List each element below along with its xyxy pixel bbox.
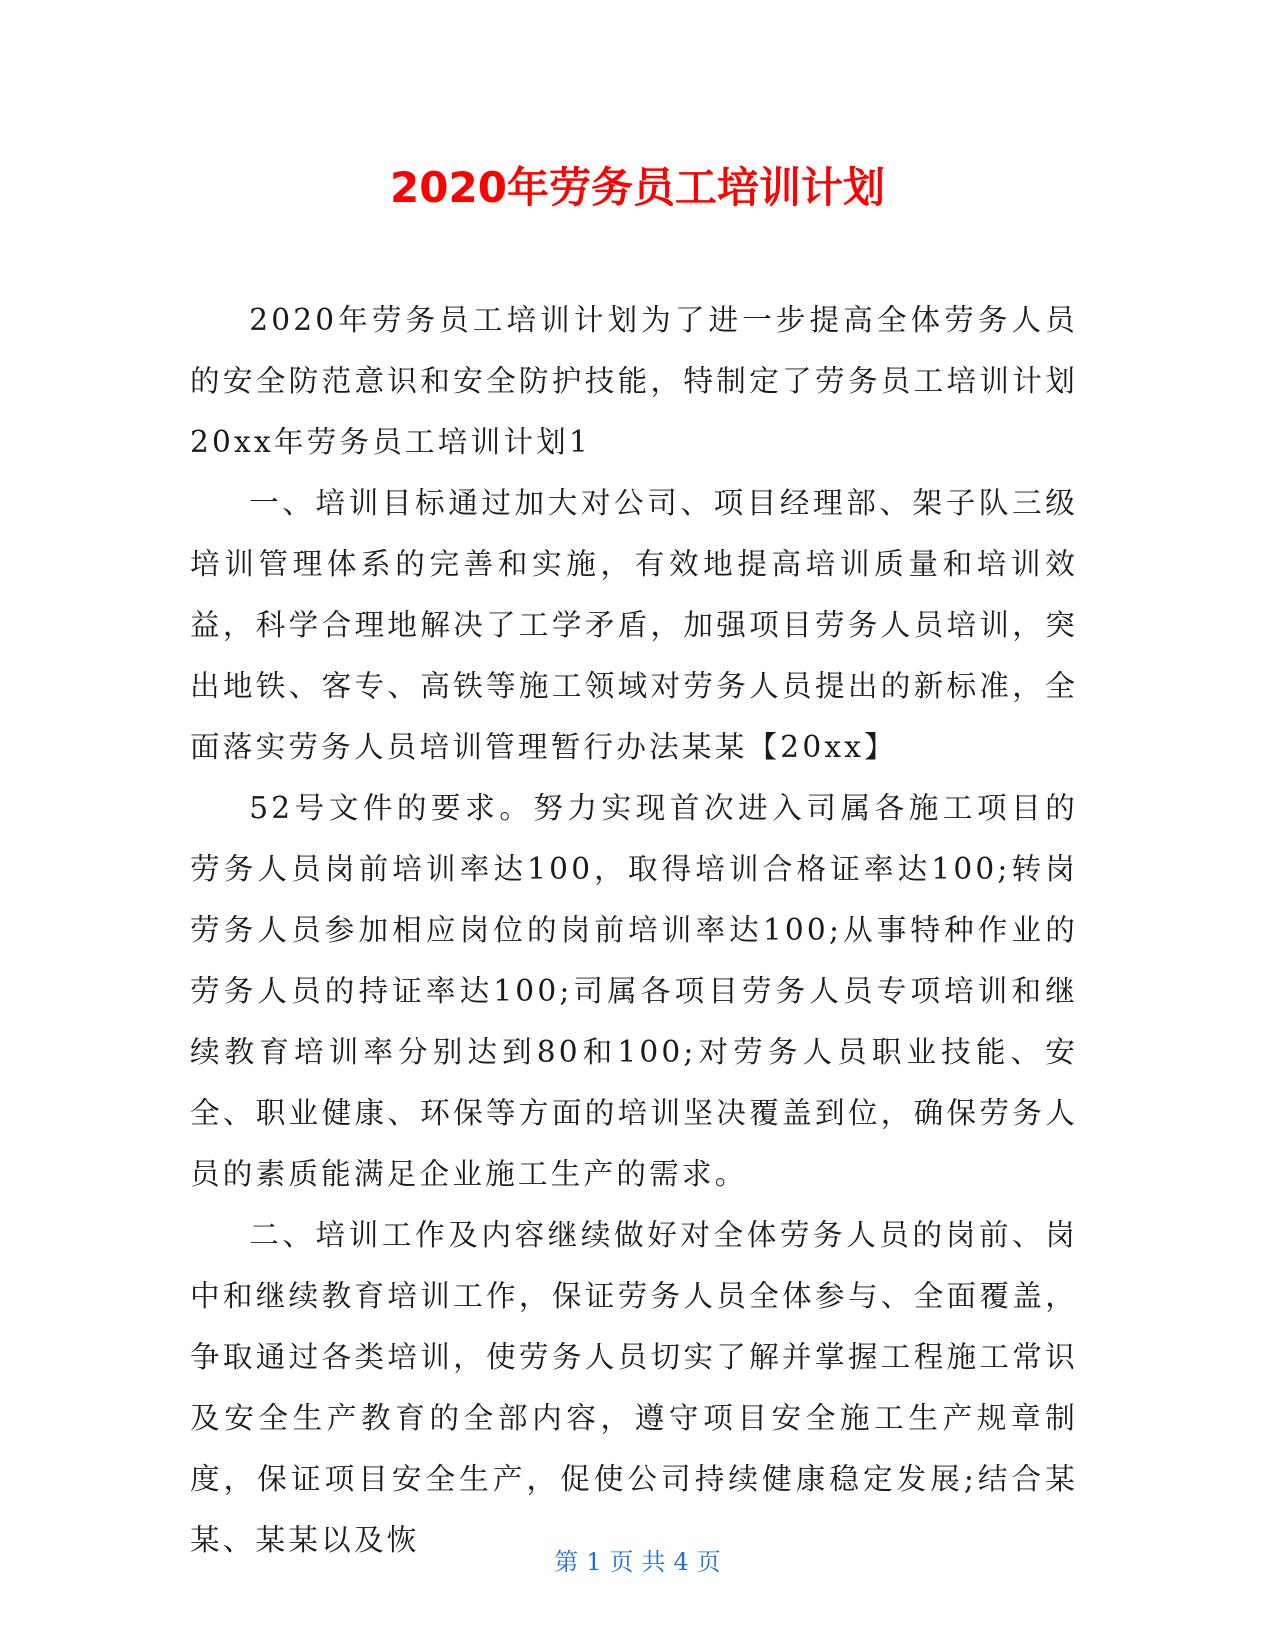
document-title: 2020年劳务员工培训计划 bbox=[390, 163, 885, 212]
page-current-number: 1 bbox=[586, 1548, 602, 1576]
page-label-prefix: 第 bbox=[554, 1548, 579, 1576]
page-label-mid: 页 bbox=[609, 1548, 634, 1576]
paragraph-intro: 2020年劳务员工培训计划为了进一步提高全体劳务人员的安全防范意识和安全防护技能，特制定了劳务员工培训计划20xx年劳务员工培训计划1 bbox=[190, 303, 1078, 459]
page-total-number: 4 bbox=[673, 1548, 689, 1576]
paragraph-training-content: 二、培训工作及内容继续做好对全体劳务人员的岗前、岗中和继续教育培训工作，保证劳务人员全体参与、全面覆盖，争取通过各类培训，使劳务人员切实了解并掌握工程施工常识及安全生产教育的全部内容，遵守项目安全施工生产规章制度，保证项目安全生产，促使公司持续健康稳定发展;结合某某、某某以及恢 bbox=[190, 1218, 1078, 1557]
paragraph-requirements: 52号文件的要求。努力实现首次进入司属各施工项目的劳务人员岗前培训率达100，取得培训合格证率达100;转岗劳务人员参加相应岗位的岗前培训率达100;从事特种作业的劳务人员的持证率达100;司属各项目劳务人员专项培训和继续教育培训率分别达到80和100;对劳务人员职业技能、安全、职业健康、环保等方面的培训坚决覆盖到位，确保劳务人员的素质能满足企业施工生产的需求。 bbox=[190, 791, 1078, 1191]
paragraph-training-goal: 一、培训目标通过加大对公司、项目经理部、架子队三级培训管理体系的完善和实施，有效地提高培训质量和培训效益，科学合理地解决了工学矛盾，加强项目劳务人员培训，突出地铁、客专、高铁等施工领域对劳务人员提出的新标准，全面落实劳务人员培训管理暂行办法某某【20xx】 bbox=[190, 486, 1078, 764]
page-label-suffix: 页 bbox=[696, 1548, 721, 1576]
document-body bbox=[190, 290, 1078, 1571]
page-footer bbox=[0, 1545, 1275, 1579]
page-total-prefix: 共 bbox=[641, 1548, 666, 1576]
